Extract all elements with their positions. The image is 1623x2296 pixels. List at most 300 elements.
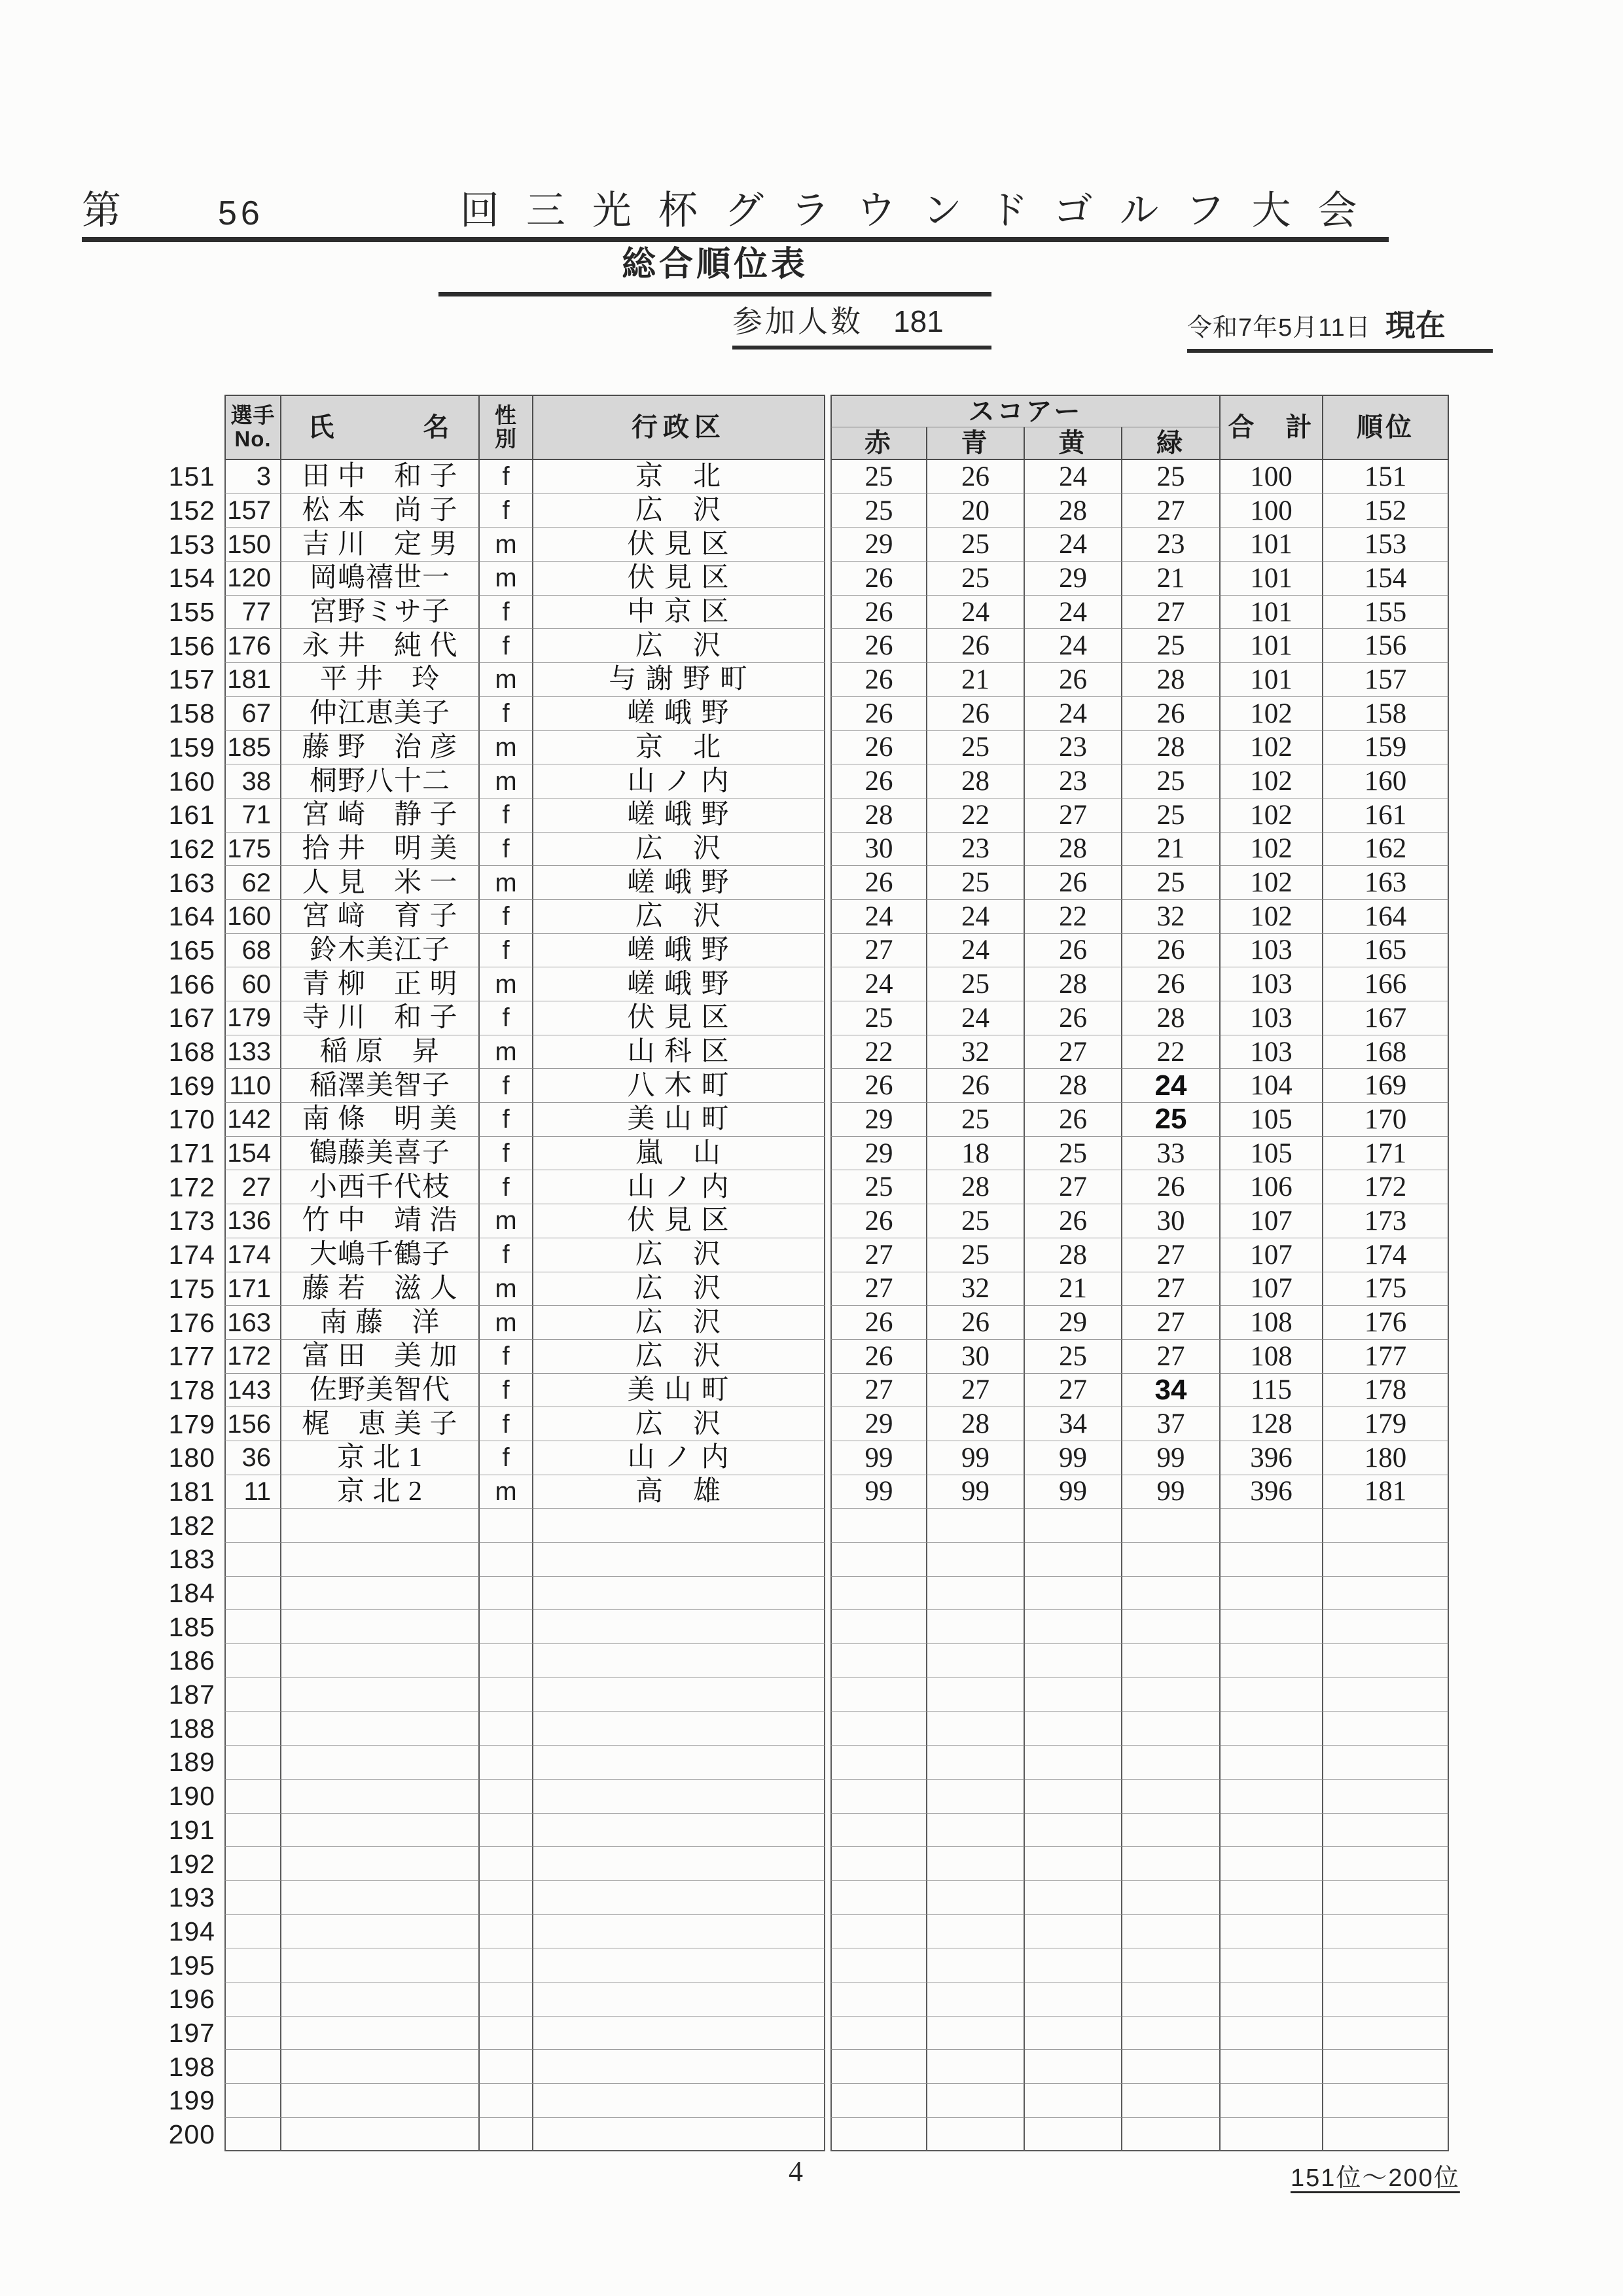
column-gap [219,1847,224,1881]
cell-player-no: 176 [224,629,281,663]
cell-score-red: 26 [830,1306,927,1340]
cell-total: 102 [1221,833,1323,867]
cell-gender: m [480,866,533,900]
cell-gender: f [480,798,533,833]
column-gap [219,1644,224,1678]
cell-rank: 164 [1323,900,1449,934]
row-number-label: 165 [168,935,215,965]
cell-gender [480,2118,533,2152]
cell-player-no [224,1982,281,2017]
cell-player-no: 71 [224,798,281,833]
cell-name [281,1712,480,1746]
cell-rank: 178 [1323,1374,1449,1408]
cell-player-no: 142 [224,1103,281,1137]
cell-name [281,1780,480,1814]
header-name: 氏 名 [281,395,480,460]
cell-score-red: 27 [830,1272,927,1306]
row-number-label: 178 [168,1374,215,1405]
cell-gender: f [480,596,533,630]
cell-rank [1323,1915,1449,1949]
row-number-label: 161 [168,800,215,831]
table-row [164,1543,1449,1577]
cell-score-blue [927,2084,1025,2118]
cell-rank [1323,1948,1449,1982]
column-gap [825,663,830,697]
cell-score-green: 26 [1122,967,1221,1001]
cell-gender: f [480,900,533,934]
cell-score-red: 29 [830,528,927,562]
cell-score-blue: 24 [927,934,1025,968]
cell-rank: 158 [1323,697,1449,731]
row-number-label: 191 [168,1814,215,1845]
header-score-red: 赤 [830,427,927,460]
row-number-label: 162 [168,833,215,864]
cell-district: 広 沢 [533,1272,825,1306]
header-rank: 順位 [1323,395,1449,460]
cell-gender: m [480,1035,533,1069]
cell-name: 京 北 2 [281,1475,480,1509]
column-gap [219,1374,224,1408]
cell-score-green: 25 [1122,460,1221,494]
column-gap [219,764,224,798]
cell-score-blue: 26 [927,1306,1025,1340]
column-gap [219,2084,224,2118]
cell-total [1221,2017,1323,2051]
cell-score-yellow: 26 [1025,1001,1122,1035]
cell-player-no: 27 [224,1170,281,1204]
cell-score-green: 25 [1122,866,1221,900]
column-gap [825,1475,830,1509]
cell-score-blue [927,1746,1025,1780]
cell-score-red: 28 [830,798,927,833]
cell-district: 広 沢 [533,833,825,867]
cell-score-yellow: 21 [1025,1272,1122,1306]
cell-score-green [1122,1509,1221,1543]
table-row [164,967,1449,1001]
cell-name: 宮野ミサ子 [281,596,480,630]
table-row [164,1475,1449,1509]
column-gap [825,1103,830,1137]
table-row [164,1001,1449,1035]
row-number-label: 163 [168,867,215,898]
cell-rank: 152 [1323,494,1449,528]
column-gap [825,1001,830,1035]
cell-name: 竹 中 靖 浩 [281,1204,480,1238]
cell-score-yellow: 34 [1025,1407,1122,1441]
cell-total: 102 [1221,764,1323,798]
cell-district [533,2084,825,2118]
cell-score-green [1122,1814,1221,1848]
cell-rank: 168 [1323,1035,1449,1069]
cell-player-no: 181 [224,663,281,697]
cell-rank: 181 [1323,1475,1449,1509]
table-row [164,1948,1449,1982]
cell-score-blue: 24 [927,1001,1025,1035]
cell-player-no [224,1678,281,1712]
cell-rank [1323,1982,1449,2017]
column-gap [219,1441,224,1475]
header-score-blue: 青 [927,427,1025,460]
row-number-label: 197 [168,2017,215,2048]
row-number-label: 194 [168,1916,215,1946]
cell-total [1221,1644,1323,1678]
table-row [164,1035,1449,1069]
cell-district [533,2050,825,2084]
cell-player-no: 60 [224,967,281,1001]
cell-score-red: 26 [830,596,927,630]
cell-total [1221,1577,1323,1611]
cell-total: 101 [1221,663,1323,697]
column-gap [825,1780,830,1814]
cell-gender: f [480,629,533,663]
cell-score-red: 26 [830,697,927,731]
cell-player-no: 172 [224,1340,281,1374]
cell-name [281,1644,480,1678]
column-gap [219,1577,224,1611]
cell-gender: m [480,528,533,562]
cell-district: 嵯 峨 野 [533,866,825,900]
cell-score-red: 26 [830,562,927,596]
cell-name: 藤 野 治 彦 [281,731,480,765]
cell-gender: f [480,494,533,528]
cell-player-no [224,1746,281,1780]
cell-score-blue: 28 [927,764,1025,798]
cell-total: 105 [1221,1137,1323,1171]
cell-score-blue [927,1915,1025,1949]
cell-total: 100 [1221,460,1323,494]
cell-name [281,2017,480,2051]
cell-score-blue: 28 [927,1407,1025,1441]
row-number-label: 181 [168,1476,215,1507]
row-number-label: 183 [168,1544,215,1575]
cell-score-green: 37 [1122,1407,1221,1441]
row-number-label: 189 [168,1747,215,1778]
cell-score-green: 27 [1122,596,1221,630]
column-gap [219,1407,224,1441]
column-gap [219,2050,224,2084]
ranking-table [164,395,1449,2151]
cell-district: 八 木 町 [533,1069,825,1103]
cell-score-green: 26 [1122,697,1221,731]
cell-name [281,1915,480,1949]
cell-district: 伏 見 区 [533,1204,825,1238]
cell-name: 佐野美智代 [281,1374,480,1408]
cell-score-red [830,1780,927,1814]
row-number-label: 192 [168,1848,215,1879]
column-gap [825,1644,830,1678]
cell-gender: m [480,663,533,697]
cell-score-red: 26 [830,629,927,663]
row-number-label: 154 [168,563,215,594]
header-player-no-line1: 選手 [230,403,276,427]
cell-district: 与 謝 野 町 [533,663,825,697]
cell-rank: 161 [1323,798,1449,833]
cell-score-green [1122,1610,1221,1644]
cell-score-red [830,2050,927,2084]
cell-total: 108 [1221,1340,1323,1374]
cell-district: 山 科 区 [533,1035,825,1069]
cell-rank: 180 [1323,1441,1449,1475]
table-row [164,764,1449,798]
cell-gender [480,1712,533,1746]
cell-rank: 174 [1323,1238,1449,1272]
cell-score-green [1122,2118,1221,2152]
cell-score-yellow [1025,1948,1122,1982]
cell-total: 106 [1221,1170,1323,1204]
cell-name: 桐野八十二 [281,764,480,798]
cell-gender: m [480,731,533,765]
cell-gender: f [480,1340,533,1374]
cell-score-yellow: 99 [1025,1475,1122,1509]
cell-score-green: 25 [1122,764,1221,798]
cell-score-yellow: 28 [1025,494,1122,528]
cell-district: 広 沢 [533,1407,825,1441]
cell-district: 広 沢 [533,629,825,663]
cell-gender [480,1847,533,1881]
cell-score-blue: 25 [927,967,1025,1001]
cell-player-no: 77 [224,596,281,630]
column-gap [825,900,830,934]
cell-name [281,2084,480,2118]
cell-score-green [1122,2084,1221,2118]
cell-district [533,1948,825,1982]
cell-gender [480,1543,533,1577]
column-gap [219,1306,224,1340]
column-gap [825,395,830,460]
column-gap [219,528,224,562]
cell-player-no: 120 [224,562,281,596]
cell-score-red: 99 [830,1441,927,1475]
cell-score-blue: 25 [927,1103,1025,1137]
cell-district: 広 沢 [533,1238,825,1272]
cell-total: 101 [1221,528,1323,562]
cell-name: 永 井 純 代 [281,629,480,663]
cell-district [533,2017,825,2051]
cell-total: 108 [1221,1306,1323,1340]
cell-score-green: 21 [1122,562,1221,596]
cell-score-blue [927,1982,1025,2017]
cell-score-yellow [1025,1780,1122,1814]
cell-score-red: 26 [830,866,927,900]
cell-score-green [1122,1948,1221,1982]
cell-player-no: 171 [224,1272,281,1306]
column-gap [219,833,224,867]
cell-name: 青 柳 正 明 [281,967,480,1001]
cell-district [533,1644,825,1678]
cell-score-red: 25 [830,460,927,494]
cell-score-green: 28 [1122,731,1221,765]
cell-score-yellow: 25 [1025,1340,1122,1374]
cell-name [281,1610,480,1644]
row-number-label: 166 [168,969,215,999]
participants-block [732,306,991,350]
cell-name: 拾 井 明 美 [281,833,480,867]
header-score-green: 緑 [1122,427,1221,460]
cell-player-no: 62 [224,866,281,900]
row-number-label: 172 [168,1172,215,1202]
row-number-label: 187 [168,1679,215,1710]
table-row [164,1712,1449,1746]
cell-district: 美 山 町 [533,1103,825,1137]
cell-score-blue [927,1610,1025,1644]
cell-score-red: 26 [830,663,927,697]
column-gap [219,1982,224,2017]
cell-total [1221,1543,1323,1577]
cell-name: 岡嶋禧世一 [281,562,480,596]
header-player-no [224,395,281,460]
column-gap [825,934,830,968]
cell-gender [480,2084,533,2118]
cell-name: 宮 崎 静 子 [281,798,480,833]
column-gap [219,1678,224,1712]
cell-player-no: 154 [224,1137,281,1171]
cell-score-blue [927,1712,1025,1746]
column-gap [825,1712,830,1746]
cell-score-yellow [1025,1543,1122,1577]
cell-score-green: 26 [1122,934,1221,968]
column-gap [825,1374,830,1408]
cell-rank [1323,2017,1449,2051]
column-gap [219,395,224,460]
table-body [164,460,1449,2151]
cell-name [281,1543,480,1577]
cell-score-blue: 32 [927,1272,1025,1306]
row-number-label: 151 [168,461,215,492]
cell-rank [1323,1780,1449,1814]
cell-score-blue [927,1948,1025,1982]
cell-score-red [830,1982,927,2017]
column-gap [825,1543,830,1577]
column-gap [825,1137,830,1171]
cell-total: 102 [1221,798,1323,833]
cell-score-blue: 26 [927,1069,1025,1103]
cell-total [1221,1881,1323,1915]
cell-name [281,1577,480,1611]
page-subtitle: 総合順位表 [438,247,991,296]
cell-player-no: 110 [224,1069,281,1103]
table-row [164,596,1449,630]
cell-score-red: 26 [830,764,927,798]
cell-score-yellow: 22 [1025,900,1122,934]
column-gap [219,2017,224,2051]
cell-rank: 151 [1323,460,1449,494]
cell-score-yellow: 26 [1025,1103,1122,1137]
cell-rank: 169 [1323,1069,1449,1103]
table-row [164,1340,1449,1374]
cell-score-blue: 24 [927,900,1025,934]
cell-player-no [224,1948,281,1982]
cell-score-blue [927,1847,1025,1881]
column-gap [219,697,224,731]
column-gap [825,1407,830,1441]
cell-score-red [830,1678,927,1712]
cell-total [1221,1610,1323,1644]
cell-score-red: 30 [830,833,927,867]
table-row [164,697,1449,731]
header-player-no-line2: No. [234,427,272,451]
cell-score-green: 27 [1122,1306,1221,1340]
row-number-label: 182 [168,1510,215,1541]
table-row [164,1509,1449,1543]
cell-total [1221,1814,1323,1848]
table-row [164,1982,1449,2017]
cell-player-no: 150 [224,528,281,562]
cell-total: 102 [1221,731,1323,765]
table-row [164,1103,1449,1137]
cell-score-red: 26 [830,731,927,765]
cell-score-blue: 25 [927,562,1025,596]
cell-rank: 155 [1323,596,1449,630]
row-number-label: 169 [168,1070,215,1101]
cell-name [281,1881,480,1915]
cell-district [533,1780,825,1814]
cell-district: 美 山 町 [533,1374,825,1408]
cell-score-yellow: 23 [1025,731,1122,765]
cell-name: 鈴木美江子 [281,934,480,968]
cell-score-blue: 24 [927,596,1025,630]
column-gap [219,1746,224,1780]
cell-total [1221,1948,1323,1982]
cell-gender [480,1610,533,1644]
cell-score-yellow: 29 [1025,1306,1122,1340]
column-gap [219,596,224,630]
cell-score-red: 25 [830,494,927,528]
cell-player-no: 3 [224,460,281,494]
header-gender [480,395,533,460]
table-row [164,1881,1449,1915]
cell-name [281,2118,480,2152]
cell-score-yellow: 27 [1025,1170,1122,1204]
row-number-label: 179 [168,1408,215,1439]
cell-total: 104 [1221,1069,1323,1103]
cell-total: 107 [1221,1238,1323,1272]
cell-player-no [224,1881,281,1915]
cell-district [533,2118,825,2152]
column-gap [825,2050,830,2084]
participants-label: 参加人数 [732,304,863,338]
column-gap [825,798,830,833]
row-number-label: 153 [168,529,215,560]
table-row [164,663,1449,697]
participants-count: 181 [893,304,944,338]
table-row [164,1644,1449,1678]
column-gap [219,663,224,697]
cell-score-green: 27 [1122,1340,1221,1374]
cell-rank [1323,1847,1449,1881]
cell-score-blue [927,1881,1025,1915]
cell-rank: 173 [1323,1204,1449,1238]
cell-total: 103 [1221,967,1323,1001]
cell-player-no [224,1780,281,1814]
cell-rank: 170 [1323,1103,1449,1137]
cell-name: 松 本 尚 子 [281,494,480,528]
cell-score-blue: 28 [927,1170,1025,1204]
cell-name: 富 田 美 加 [281,1340,480,1374]
cell-player-no [224,2118,281,2152]
column-gap [219,1509,224,1543]
cell-score-green [1122,1881,1221,1915]
column-gap [825,1746,830,1780]
row-number-label: 158 [168,698,215,729]
cell-score-green: 30 [1122,1204,1221,1238]
column-gap [825,1035,830,1069]
column-gap [825,1306,830,1340]
rank-range-label: 151位～200位 [1291,2164,1460,2192]
cell-total [1221,2084,1323,2118]
cell-rank [1323,1644,1449,1678]
cell-score-yellow: 24 [1025,460,1122,494]
cell-gender [480,1814,533,1848]
